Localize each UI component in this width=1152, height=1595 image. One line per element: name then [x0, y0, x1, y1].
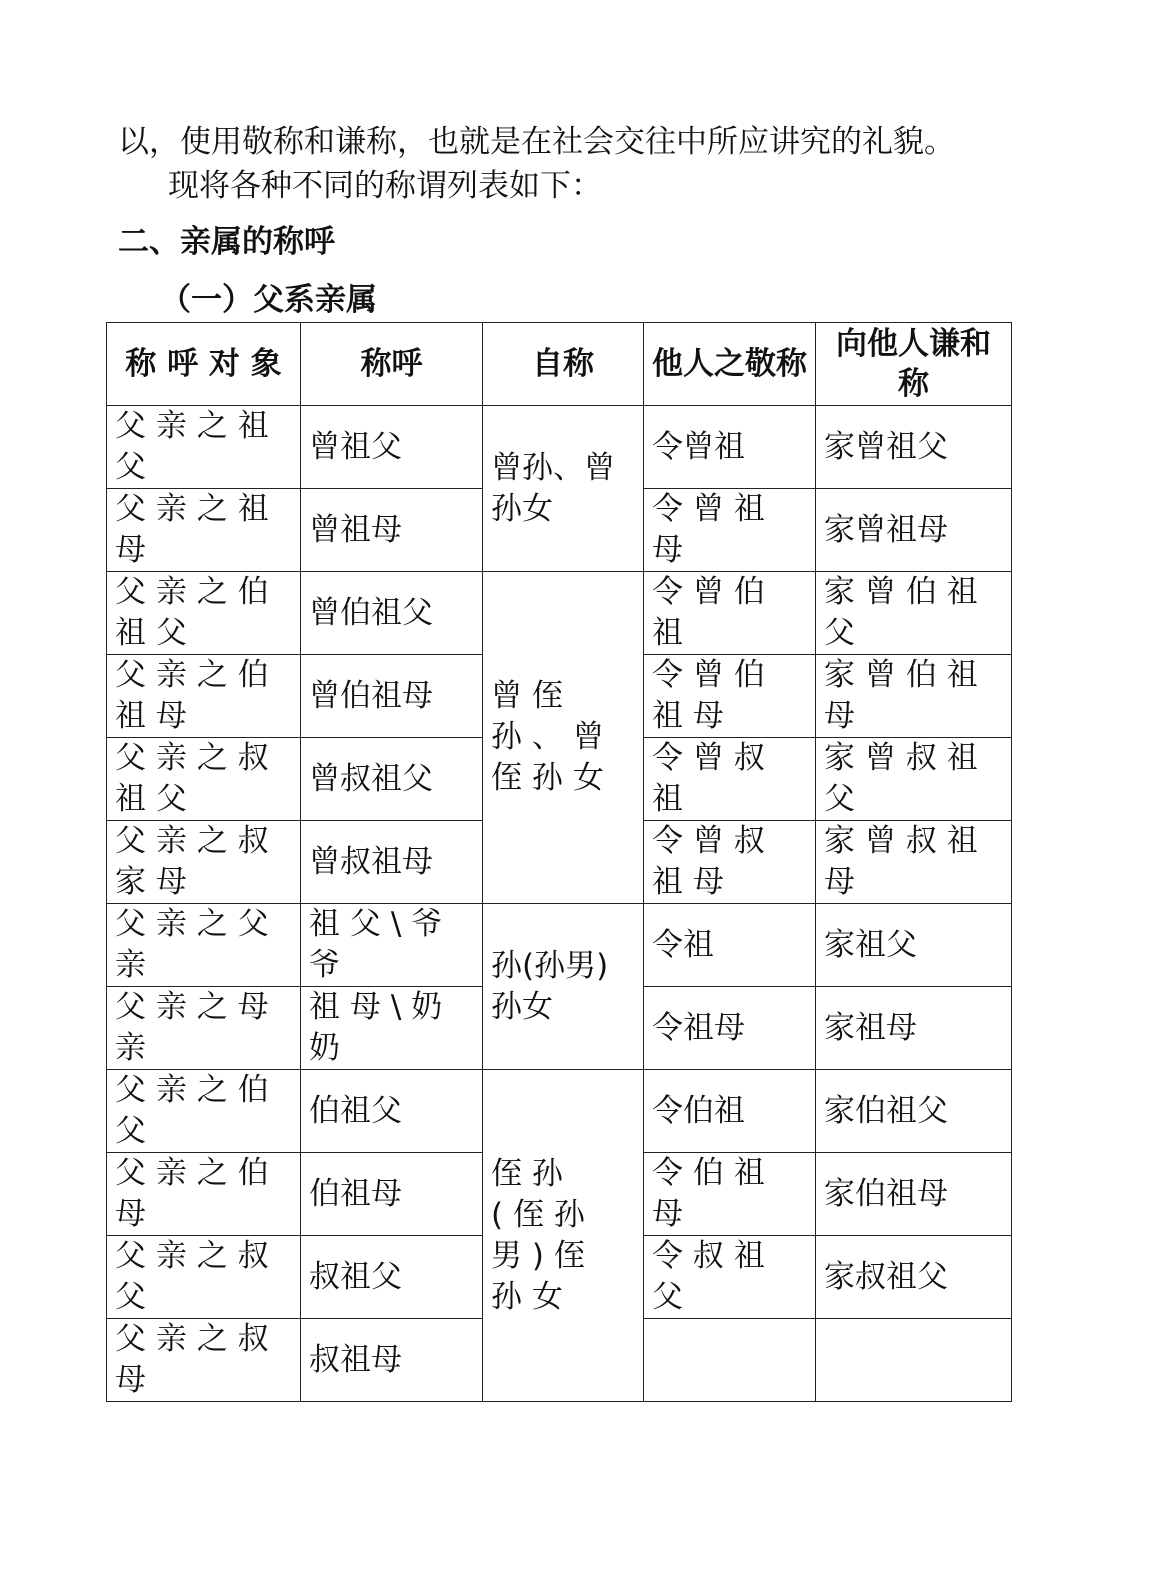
cell-honorific: 令叔祖父 — [644, 1236, 816, 1319]
cell-humble: 家曾祖母 — [816, 489, 1012, 572]
cell-target: 父亲之伯父 — [107, 1070, 301, 1153]
header-address: 称呼 — [301, 323, 483, 406]
cell-address: 曾祖父 — [301, 406, 483, 489]
cell-honorific: 令伯祖母 — [644, 1153, 816, 1236]
cell-honorific: 令曾叔祖 — [644, 738, 816, 821]
cell-target: 父亲之伯祖父 — [107, 572, 301, 655]
cell-humble — [816, 1319, 1012, 1402]
header-target: 称 呼 对 象 — [107, 323, 301, 406]
cell-honorific: 令伯祖 — [644, 1070, 816, 1153]
cell-address: 曾叔祖父 — [301, 738, 483, 821]
cell-honorific: 令曾祖 — [644, 406, 816, 489]
table-row — [107, 904, 1012, 987]
header-honorific: 他人之敬称 — [644, 323, 816, 406]
cell-honorific — [644, 1319, 816, 1402]
cell-target: 父亲之祖父 — [107, 406, 301, 489]
cell-humble: 家祖父 — [816, 904, 1012, 987]
cell-target: 父亲之父亲 — [107, 904, 301, 987]
table-row — [107, 1070, 1012, 1153]
cell-target: 父亲之叔父 — [107, 1236, 301, 1319]
cell-address: 叔祖母 — [301, 1319, 483, 1402]
cell-honorific: 令曾伯祖 — [644, 572, 816, 655]
cell-address: 祖母\奶奶 — [301, 987, 483, 1070]
subsection-heading: （一）父系亲属 — [160, 282, 377, 318]
header-humble: 向他人谦和称 — [816, 323, 1012, 406]
cell-address: 伯祖父 — [301, 1070, 483, 1153]
cell-target: 父亲之母亲 — [107, 987, 301, 1070]
cell-address: 伯祖母 — [301, 1153, 483, 1236]
table-row — [107, 572, 1012, 655]
cell-honorific: 令曾伯祖母 — [644, 655, 816, 738]
table-header-row — [107, 323, 1012, 406]
cell-target: 父亲之祖母 — [107, 489, 301, 572]
cell-honorific: 令曾叔祖母 — [644, 821, 816, 904]
cell-address: 叔祖父 — [301, 1236, 483, 1319]
cell-self-group: 曾孙、曾孙女 — [483, 406, 644, 572]
cell-target: 父亲之叔母 — [107, 1319, 301, 1402]
cell-address: 曾伯祖父 — [301, 572, 483, 655]
cell-self-group: 侄孙(侄孙男)侄孙女 — [483, 1070, 644, 1402]
cell-humble: 家叔祖父 — [816, 1236, 1012, 1319]
cell-humble: 家曾叔祖父 — [816, 738, 1012, 821]
cell-address: 祖父\爷爷 — [301, 904, 483, 987]
cell-humble: 家曾祖父 — [816, 406, 1012, 489]
cell-humble: 家伯祖母 — [816, 1153, 1012, 1236]
cell-target: 父亲之伯母 — [107, 1153, 301, 1236]
cell-target: 父亲之叔祖父 — [107, 738, 301, 821]
cell-address: 曾祖母 — [301, 489, 483, 572]
cell-humble: 家曾伯祖父 — [816, 572, 1012, 655]
section-heading: 二、亲属的称呼 — [118, 224, 335, 260]
cell-target: 父亲之叔家母 — [107, 821, 301, 904]
cell-honorific: 令祖 — [644, 904, 816, 987]
cell-self-group: 孙(孙男)孙女 — [483, 904, 644, 1070]
list-intro-line: 现将各种不同的称谓列表如下： — [168, 168, 602, 204]
intro-text-line: 以，使用敬称和谦称，也就是在社会交往中所应讲究的礼貌。 — [118, 124, 955, 160]
cell-humble: 家曾叔祖母 — [816, 821, 1012, 904]
table-row — [107, 406, 1012, 489]
cell-address: 曾叔祖母 — [301, 821, 483, 904]
cell-honorific: 令曾祖母 — [644, 489, 816, 572]
kinship-table — [106, 322, 1012, 1402]
cell-honorific: 令祖母 — [644, 987, 816, 1070]
cell-self-group: 曾侄孙、曾侄孙女 — [483, 572, 644, 904]
cell-humble: 家祖母 — [816, 987, 1012, 1070]
cell-humble: 家曾伯祖母 — [816, 655, 1012, 738]
header-self: 自称 — [483, 323, 644, 406]
cell-humble: 家伯祖父 — [816, 1070, 1012, 1153]
cell-target: 父亲之伯祖母 — [107, 655, 301, 738]
cell-address: 曾伯祖母 — [301, 655, 483, 738]
